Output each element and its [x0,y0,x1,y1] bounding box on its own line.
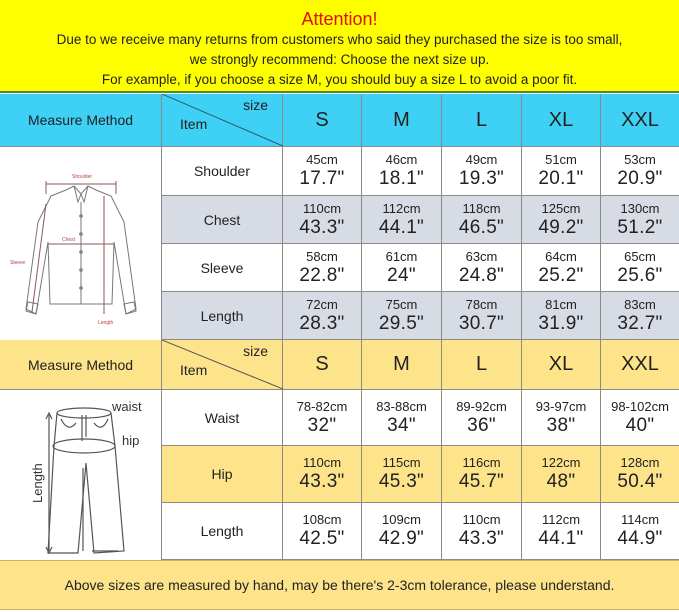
size-header-s: S [283,340,362,390]
size-header-xxl: XXL [601,340,679,390]
tolerance-note [0,560,679,610]
size-header-xxl: XXL [601,94,679,147]
pants-label-length: Length [29,462,45,503]
row-label: Waist [204,409,240,426]
attention-line-1: Due to we receive many returns from customers who said they purchased the size is too small, [56,32,623,47]
shirt-illustration [0,147,162,340]
attention-banner [0,0,679,93]
pants-label-hip: hip [121,432,139,448]
method-label: Measure Method [27,356,134,373]
row-label: Length [200,307,244,324]
pants-method-header [0,340,162,390]
shirt-label-chest: Chest [61,236,75,243]
attention-line-3: For example, if you choose a size M, you should buy a size L to avoid a poor fit. [101,72,578,87]
size-header-m: M [362,340,442,390]
attention-title: Attention! [301,9,378,29]
table-row-length: Length 72cm 28.3" 75cm 29.5" 78cm 30.7" 81cm 31.9" 83cm 32.7" [162,292,679,340]
size-header-l: L [442,94,522,147]
tops-method-header [0,94,162,147]
table-row-shoulder: Shoulder 45cm 17.7" 46cm 18.1" 49cm 19.3" 51cm 20.1" 53cm 20.9" [162,147,679,196]
row-label: Hip [211,466,233,482]
diag-item-label: Item [180,116,208,132]
tolerance-note-text: Above sizes are measured by hand, may be there's 2-3cm tolerance, please understand. [64,577,615,593]
table-row-waist: Waist 78-82cm 32" 83-88cm 34" 89-92cm 36" 93-97cm 38" 98-102cm 40" [162,390,679,446]
size-header-l: L [442,340,522,390]
table-row-sleeve: Sleeve 58cm 22.8" 61cm 24" 63cm 24.8" 64cm 25.2" 65cm 25.6" [162,244,679,292]
table-row-hip: Hip 110cm 43.3" 115cm 45.3" 116cm 45.7" 122cm 48" 128cm 50.4" [162,446,679,503]
row-label: Length [200,523,244,539]
size-header-s: S [283,94,362,147]
table-row-length: Length 108cm 42.5" 109cm 42.9" 110cm 43.3" 112cm 44.1" 114cm 44.9" [162,503,679,560]
diag-size-label: size [243,343,268,359]
method-label: Measure Method [27,112,134,128]
size-header-xl: XL [522,340,601,390]
shirt-label-sleeve: Sleeve [9,259,25,266]
shirt-measurement-diagram-icon [6,154,156,334]
pants-header-row [0,340,679,390]
row-label: Chest [203,211,241,228]
row-label: Sleeve [200,259,244,276]
table-row-chest: Chest 110cm 43.3" 112cm 44.1" 118cm 46.5" 125cm 49.2" 130cm 51.2" [162,196,679,244]
row-label: Shoulder [193,163,251,179]
diag-item-label: Item [180,362,208,378]
attention-line-2: we strongly recommend: Choose the next size up. [189,52,490,67]
pants-label-waist: waist [111,398,142,414]
shirt-label-length: Length [97,319,113,326]
pants-illustration [0,390,162,560]
pants-measurement-diagram-icon [6,393,156,558]
tops-diag-header [162,94,283,147]
shirt-label-shoulder: Shoulder [71,173,92,180]
diag-size-label: size [243,97,268,113]
size-header-xl: XL [522,94,601,147]
size-header-m: M [362,94,442,147]
pants-diag-header [162,340,283,390]
tops-header-row [0,94,679,147]
